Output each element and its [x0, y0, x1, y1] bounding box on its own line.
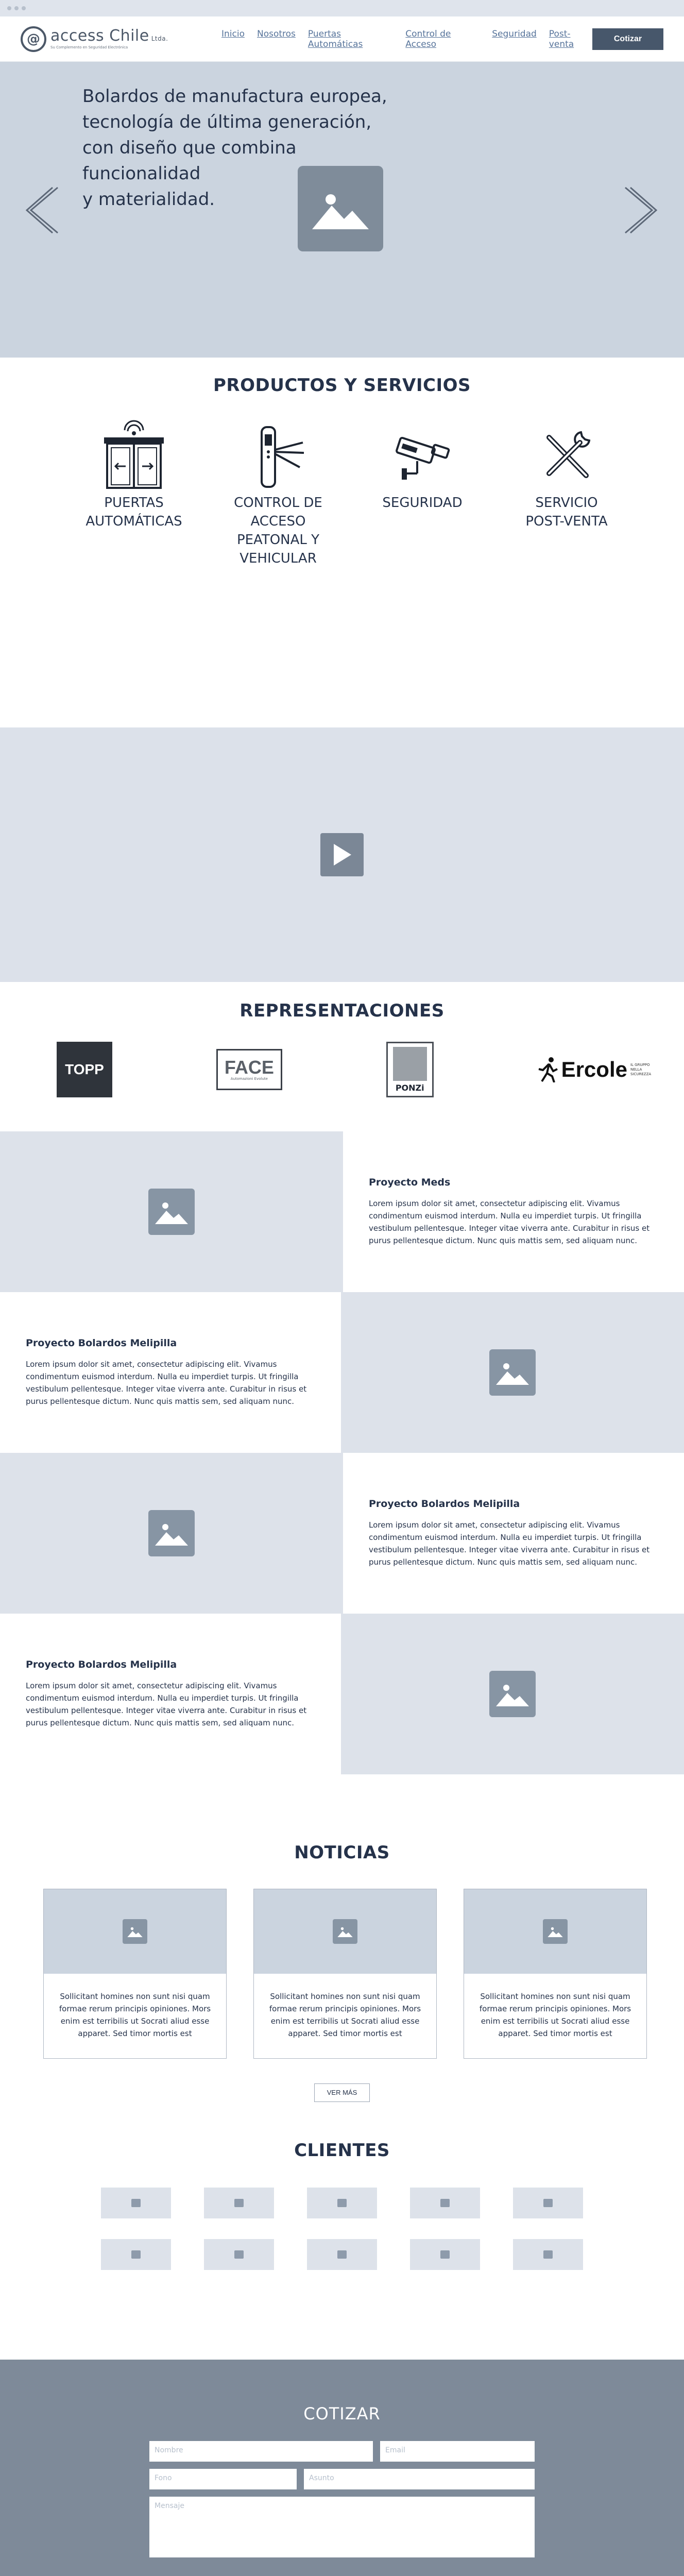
nav-control-de-acceso[interactable]: Control de Acceso: [405, 28, 451, 49]
window-dot[interactable]: [14, 6, 19, 10]
form-row: [149, 2469, 535, 2489]
logo-name-text: access Chile: [50, 27, 149, 45]
image-placeholder-icon: [123, 1919, 147, 1944]
nav-post-venta[interactable]: Post-venta: [549, 28, 574, 49]
representaciones-section: [0, 982, 684, 1131]
security-camera-icon: [386, 416, 458, 494]
project-text: [0, 1292, 341, 1453]
window-dot[interactable]: [22, 6, 26, 10]
browser-chrome: [0, 0, 684, 16]
logo-suffix: Ltda.: [151, 35, 168, 42]
image-placeholder-icon: [440, 2250, 450, 2259]
news-list: [0, 1889, 684, 2059]
product-label: PUERTAS: [104, 495, 164, 511]
product-post-venta[interactable]: [494, 416, 639, 568]
news-card-image: [464, 1889, 646, 1974]
quote-form: [149, 2441, 535, 2576]
nav-seguridad[interactable]: Seguridad: [492, 28, 537, 39]
project-text: [343, 1453, 684, 1614]
project-description: Lorem ipsum dolor sit amet, consectetur adipiscing elit. Vivamus condimentum euismod interdum. Nulla eu imperdiet turpis. Ut fringilla vestibulum pellentesque. Integer vitae viverra ante. Curabitur in risus et purus pellentesque dictum. Nunc quis mattis sem, sed aliquam nunc.: [369, 1520, 650, 1567]
client-logo[interactable]: [204, 2239, 274, 2270]
client-logos: [0, 2188, 684, 2270]
image-placeholder-icon: [543, 2250, 553, 2259]
clients-section: [0, 2140, 684, 2360]
topp-logo-text: TOPP: [65, 1061, 104, 1077]
nombre-field[interactable]: Nombre: [149, 2441, 373, 2462]
news-card-image: [254, 1889, 436, 1974]
email-field[interactable]: Email: [380, 2441, 535, 2462]
product-control-acceso[interactable]: [206, 416, 350, 568]
products-list: [0, 416, 684, 568]
project-row: [0, 1614, 684, 1774]
image-placeholder-icon: [489, 1349, 536, 1396]
site-header: [0, 16, 684, 62]
client-logo[interactable]: [307, 2188, 377, 2218]
project-image[interactable]: [341, 1614, 684, 1774]
form-row: [149, 2441, 535, 2462]
project-text: [0, 1614, 341, 1774]
project-image[interactable]: [341, 1292, 684, 1453]
automatic-door-icon: [98, 416, 170, 494]
products-section: [0, 358, 684, 727]
hero-line: y materialidad.: [82, 189, 215, 210]
image-placeholder-icon: [543, 1919, 568, 1944]
project-title: Proyecto Bolardos Melipilla: [26, 1659, 177, 1670]
image-placeholder-icon: [440, 2199, 450, 2207]
product-label: CONTROL DE ACCESO: [234, 495, 322, 529]
fono-field[interactable]: Fono: [149, 2469, 297, 2489]
image-placeholder-icon: [298, 166, 383, 251]
asunto-field[interactable]: Asunto: [304, 2469, 535, 2489]
slider-prev-arrow-icon[interactable]: [26, 185, 62, 237]
quote-section: [0, 2360, 684, 2576]
project-image[interactable]: [0, 1131, 343, 1292]
runner-icon: [538, 1057, 558, 1082]
nav-inicio[interactable]: Inicio: [221, 28, 245, 39]
form-row: [149, 2497, 535, 2557]
video-section: [0, 727, 684, 982]
project-row: [0, 1292, 684, 1453]
news-card[interactable]: [43, 1889, 227, 2059]
client-logo[interactable]: [513, 2188, 583, 2218]
project-image[interactable]: [0, 1453, 343, 1614]
logo[interactable]: [21, 26, 191, 52]
logo-name: [50, 28, 168, 44]
image-placeholder-icon: [489, 1671, 536, 1717]
ver-mas-button[interactable]: VER MÁS: [314, 2083, 370, 2102]
ver-mas-wrap: [0, 2083, 684, 2102]
brand-logos: [0, 1042, 684, 1097]
section-title: NOTICIAS: [294, 1842, 390, 1863]
client-logo[interactable]: [513, 2239, 583, 2270]
window-dot[interactable]: [7, 6, 11, 10]
project-description: Lorem ipsum dolor sit amet, consectetur adipiscing elit. Vivamus condimentum euismod interdum. Nulla eu imperdiet turpis. Ut fringilla vestibulum pellentesque. Integer vitae viverra ante. Curabitur in risus et purus pellentesque dictum. Nunc quis mattis sem, sed aliquam nunc.: [26, 1360, 307, 1406]
image-placeholder-icon: [148, 1510, 195, 1556]
slider-next-arrow-icon[interactable]: [621, 185, 657, 237]
client-logo[interactable]: [307, 2239, 377, 2270]
ercole-logo-text: Ercole: [561, 1057, 627, 1081]
face-logo-text: FACE: [224, 1057, 274, 1078]
face-logo[interactable]: [216, 1049, 282, 1090]
product-seguridad[interactable]: [350, 416, 494, 568]
topp-logo[interactable]: [57, 1042, 112, 1097]
project-title: Proyecto Bolardos Melipilla: [369, 1498, 520, 1510]
image-placeholder-icon: [333, 1919, 357, 1944]
tools-icon: [531, 416, 603, 494]
image-placeholder-icon: [543, 2199, 553, 2207]
product-label: SEGURIDAD: [382, 495, 463, 511]
news-card[interactable]: [464, 1889, 647, 2059]
logo-text: [50, 28, 168, 49]
product-label: AUTOMÁTICAS: [86, 514, 182, 529]
ponzi-logo-square: [393, 1047, 427, 1081]
client-logo[interactable]: [101, 2188, 171, 2218]
image-placeholder-icon: [337, 2250, 347, 2259]
ponzi-logo[interactable]: [386, 1042, 434, 1097]
nav-nosotros[interactable]: Nosotros: [256, 28, 296, 39]
project-title: Proyecto Bolardos Melipilla: [26, 1337, 177, 1349]
project-title: Proyecto Meds: [369, 1177, 451, 1188]
nav-puertas-automaticas[interactable]: Puertas Automáticas: [307, 28, 363, 49]
image-placeholder-icon: [131, 2250, 141, 2259]
news-card-text: Sollicitant homines non sunt nisi quam formae rerum principis opiniones. Mors enim est terribilis ut Socrati aliud esse apparet. Sed timor mortis est: [269, 1992, 421, 2038]
main-nav: [221, 29, 592, 49]
mensaje-field[interactable]: Mensaje: [149, 2497, 535, 2557]
hero-slider: [0, 62, 684, 358]
product-label: PEATONAL Y VEHICULAR: [236, 532, 320, 566]
product-label: SERVICIO: [535, 495, 598, 511]
section-title: COTIZAR: [303, 2404, 381, 2424]
image-placeholder-icon: [148, 1189, 195, 1235]
news-card-text: Sollicitant homines non sunt nisi quam formae rerum principis opiniones. Mors enim est terribilis ut Socrati aliud esse apparet. Sed timor mortis est: [479, 1992, 631, 2038]
project-description: Lorem ipsum dolor sit amet, consectetur adipiscing elit. Vivamus condimentum euismod interdum. Nulla eu imperdiet turpis. Ut fringilla vestibulum pellentesque. Integer vitae viverra ante. Curabitur in risus et purus pellentesque dictum. Nunc quis mattis sem, sed aliquam nunc.: [26, 1681, 307, 1727]
product-label: POST-VENTA: [525, 514, 608, 529]
logo-mark: @: [21, 26, 46, 52]
client-logo[interactable]: [101, 2239, 171, 2270]
news-card-image: [44, 1889, 226, 1974]
logo-tagline: Su Complemento en Seguridad Electrónica: [50, 45, 128, 49]
project-text: [343, 1131, 684, 1292]
face-logo-sub: Automazioni Evolute: [230, 1077, 268, 1081]
image-placeholder-icon: [337, 2199, 347, 2207]
news-card[interactable]: [253, 1889, 437, 2059]
ercole-logo-sub: IL GRUPPO NELLA SICUREZZA: [630, 1062, 652, 1076]
cotizar-button[interactable]: Cotizar: [592, 28, 663, 50]
project-row: [0, 1131, 684, 1292]
client-logo[interactable]: [410, 2239, 480, 2270]
ponzi-logo-text: PONZi: [395, 1083, 424, 1093]
ercole-logo[interactable]: [538, 1057, 657, 1082]
hero-line: con diseño que combina funcionalidad: [82, 138, 297, 184]
image-placeholder-icon: [234, 2199, 244, 2207]
section-title: PRODUCTOS Y SERVICIOS: [213, 375, 471, 396]
image-placeholder-icon: [131, 2199, 141, 2207]
section-title: REPRESENTACIONES: [240, 1001, 444, 1021]
section-title: CLIENTES: [294, 2140, 390, 2161]
project-description: Lorem ipsum dolor sit amet, consectetur adipiscing elit. Vivamus condimentum euismod interdum. Nulla eu imperdiet turpis. Ut fringilla vestibulum pellentesque. Integer vitae viverra ante. Curabitur in risus et purus pellentesque dictum. Nunc quis mattis sem, sed aliquam nunc.: [369, 1199, 650, 1245]
hero-line: tecnología de última generación,: [82, 112, 372, 132]
hero-line: Bolardos de manufactura europea,: [82, 86, 387, 107]
client-logo[interactable]: [410, 2188, 480, 2218]
client-logo[interactable]: [204, 2188, 274, 2218]
project-row: [0, 1453, 684, 1614]
play-button-icon[interactable]: [320, 833, 364, 876]
turnstile-icon: [242, 416, 314, 494]
news-card-text: Sollicitant homines non sunt nisi quam formae rerum principis opiniones. Mors enim est terribilis ut Socrati aliud esse apparet. Sed timor mortis est: [59, 1992, 211, 2038]
news-section: [0, 1774, 684, 2140]
projects-section: [0, 1131, 684, 1774]
product-puertas[interactable]: [62, 416, 206, 568]
image-placeholder-icon: [234, 2250, 244, 2259]
